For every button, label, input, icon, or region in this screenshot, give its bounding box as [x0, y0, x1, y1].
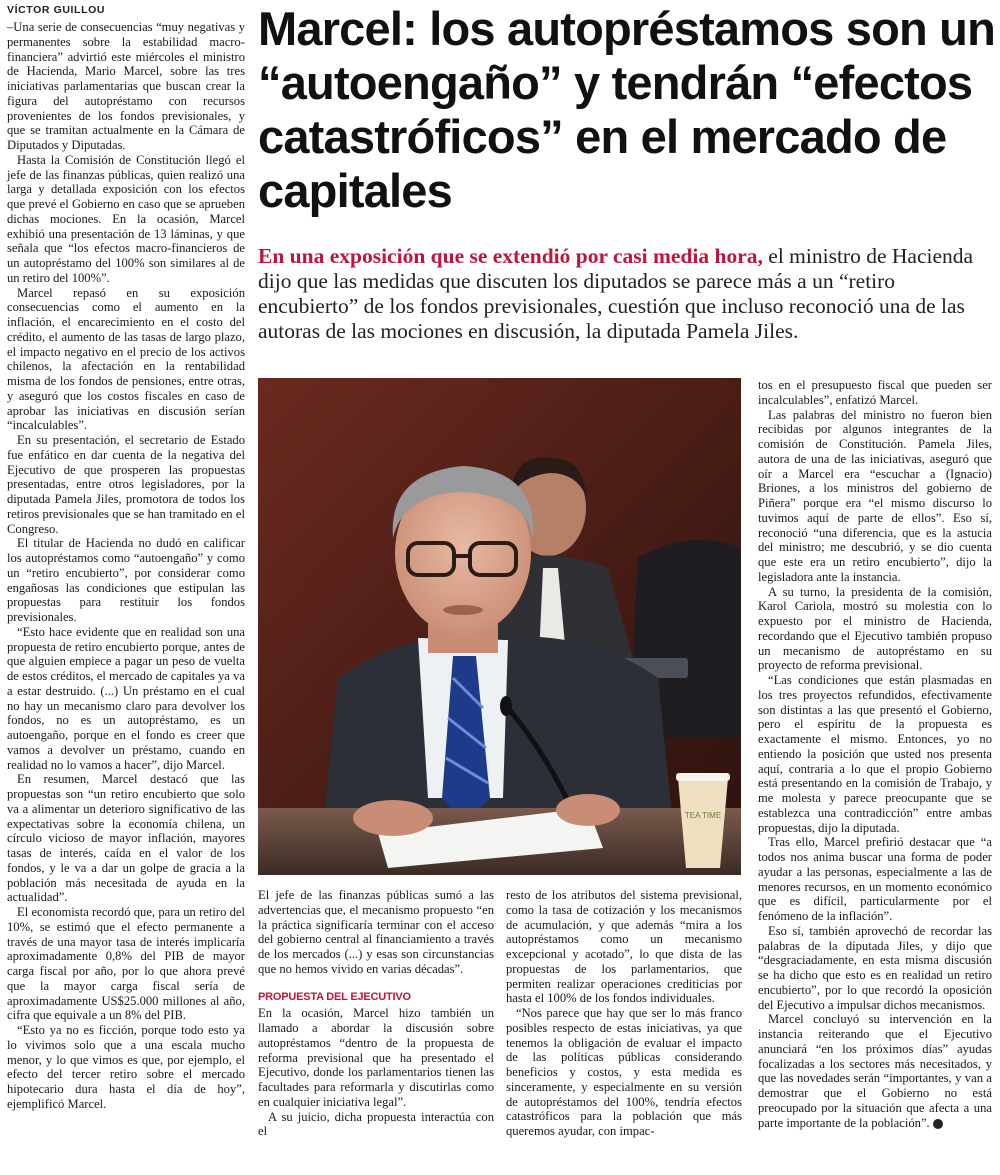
right-paragraph: tos en el presupuesto fiscal que pueden ser incalculables”, enfatizó Marcel.: [758, 378, 992, 407]
headline: Marcel: los autopréstamos son un “autoengaño” y tendrán “efectos catastróficos” en el mercado de capitales: [258, 2, 996, 217]
left-paragraph: –Una serie de consecuencias “muy negativas y permanentes sobre la estabilidad macro-financiera” advirtió este miércoles el ministro de Hacienda, Mario Marcel, sobre las tres iniciativas parlamentarias que buscan crear la figura del autopréstamo con recursos provenientes de los fondos previsionales, y que se tramitan actualmente en la Cámara de Diputados y Diputadas.: [7, 20, 245, 152]
news-photo: [258, 378, 741, 875]
left-column: [7, 20, 245, 1112]
mid1-paragraph: A su juicio, dicha propuesta interactúa con el: [258, 1109, 494, 1139]
middle-column-1: [258, 888, 494, 1139]
left-paragraph: Marcel repasó en su exposición consecuencias como el aumento en la inflación, el encarecimiento en el costo del crédito, el aumento de las tasas de largo plazo, el impacto negativo en el precio de los activos chilenos, la afectación en la rentabilidad misma de los fondos de pensiones, entre otras, y aseguró que los costos fiscales en caso de aprobar las iniciativas en discusión serían “incalculables”.: [7, 285, 245, 433]
right-paragraph-last: [758, 1012, 992, 1130]
right-paragraph-last-text: Marcel concluyó su intervención en la instancia reiterando que el Ejecutivo anunciará “en los próximos días” ayudas focalizadas a los sectores más necesitados, y que las novedades serán “importantes, y van a demostrar que el Gobierno no está preocupado por la situación que afecta a una parte importante de la población”.: [758, 1012, 992, 1130]
right-paragraph: Eso sí, también aprovechó de recordar las palabras de la diputada Jiles, y dijo que “desgraciadamente, en esta misma discusión se ha dicho que esto es en realidad un retiro encubierto”, por lo que recordó la oposición del Ejecutivo a impulsar dichos mecanismos.: [758, 923, 992, 1012]
lead-text: el ministro de Hacienda dijo que las medidas que discuten los diputados se parece más a un “retiro encubierto” de los fondos previsionales, cuestión que incluso reconoció una de las autoras de las mociones en discusión, la diputada Pamela Jiles.: [258, 244, 974, 343]
lead-highlight: En una exposición que se extendió por casi media hora,: [258, 244, 763, 268]
left-paragraph: En su presentación, el secretario de Estado fue enfático en dar cuenta de la negativa del Ejecutivo de que prosperen las propuestas presentadas, entre otros legisladores, por la diputada Pamela Jiles, promotora de todos los retiros previsionales que se han tramitado en el Congreso.: [7, 433, 245, 536]
lead-paragraph: [258, 244, 993, 344]
right-paragraph: “Las condiciones que están plasmadas en los tres proyectos refundidos, efectivamente son distintas a las que presentó el Gobierno, pero el espíritu de la propuesta es exactamente el mismo. Entonces, yo no entiendo la posición que usted nos presenta aquí, contraria a lo que el propio Gobierno está presentando en la comisión de Trabajo, y me molesta y parece preocupante que se establezca una contradicción” entre ambas propuestas, dijo la diputada.: [758, 673, 992, 835]
left-paragraph: Hasta la Comisión de Constitución llegó el jefe de las finanzas públicas, quien realizó una larga y detallada exposición con los efectos que prevé el Gobierno en caso que se aprueben dichas mociones. En la ocasión, Marcel exhibió una presentación de 13 láminas, y que señala que “los efectos macro-financieros de un autopréstamo del 100% son similares al de un retiro del 100%”.: [7, 152, 245, 285]
middle-column-2: [506, 888, 742, 1139]
photo-cup-text: TEA TIME: [684, 811, 722, 820]
right-paragraph: A su turno, la presidenta de la comisión, Karol Cariola, mostró su molestia con lo expuesto por el ministro de Hacienda, recordando que el Ejecutivo también propuso un mecanismo de autopréstamo en su proyecto de reforma previsional.: [758, 584, 992, 673]
right-paragraph: Las palabras del ministro no fueron bien recibidas por algunos integrantes de la comisión de Constitución. Pamela Jiles, autora de una de las iniciativas, aseguró que oír a Marcel era “escuchar a (Ignacio) Briones, a los ministros del gobierno de Piñera” porque era “el mismo discurso lo tuvimos aquí de parte de ellos”. Eso sí, reconoció “una diferencia, que es la astucia del ministro; me descubrió, y se dio cuenta que este era un retiro encubierto”, dijo la legisladora ante la instancia.: [758, 407, 992, 584]
left-paragraph: “Esto ya no es ficción, porque todo esto ya lo vivimos solo que a una escala mucho menor, y lo que vimos es que, por ejemplo, el efecto del tercer retiro sobre el mercado hipotecario dura hasta el día de hoy”, ejemplificó Marcel.: [7, 1023, 245, 1111]
end-mark-icon: P: [933, 1119, 943, 1129]
mid1-paragraph: El jefe de las finanzas públicas sumó a las advertencias que, el mecanismo propuesto “en la práctica significaría terminar con el acceso del gobierno central al financiamiento a través de los mercados (...) y esas son circunstancias que no hemos vivido en varias décadas”.: [258, 888, 494, 976]
left-paragraph: El titular de Hacienda no dudó en calificar los autopréstamos como “autoengaño” y como un “retiro encubierto”, por considerar como engañosas las condiciones que estipulan las propuestas para restituir los fondos previsionales.: [7, 536, 245, 624]
mid2-paragraph: resto de los atributos del sistema previsional, como la tasa de cotización y los mecanismos de acumulación, y que además “mira a los autopréstamos como un mecanismo excepcional y acotado”, lo que dista de las propuestas de los parlamentarios, que permiten realizar operaciones crediticias por hasta el 100% de los fondos individuales.: [506, 888, 742, 1006]
mid1-paragraph: En la ocasión, Marcel hizo también un llamado a abordar la discusión sobre autopréstamos “dentro de la propuesta de reforma previsional que ha presentado el Ejecutivo, donde los parlamentarios tienen las facultades para reformarla y discutirlas como en cualquier iniciativa legal”.: [258, 1006, 494, 1109]
left-paragraph: En resumen, Marcel destacó que las propuestas son “un retiro encubierto que solo va a alimentar un deterioro significativo de las expectativas sobre la economía chilena, un círculo vicioso de mayor inflación, mayores tasas de interés, caída en el valor de los fondos, y le va a dar un golpe de gracia a la población más necesitada de ayuda en la actualidad”.: [7, 772, 245, 905]
left-paragraph: “Esto hace evidente que en realidad son una propuesta de retiro encubierto porque, antes de que alguien empiece a pagar un peso de vuelta de estos créditos, el mercado de capitales ya va a estar destruido. (...) Un préstamo en el cual no hay un mecanismo claro para devolver los fondos, no es un autopréstamo, es un autoengaño, porque en el fondo es creer que vamos a devolver un préstamo, cuando en realidad no lo vamos a hacer”, dijo Marcel.: [7, 624, 245, 772]
mid2-paragraph: “Nos parece que hay que ser lo más franco posibles respecto de estas iniciativas, ya que tenemos la obligación de evaluar el impacto de las políticas públicas considerando beneficios y costos, y esta medida es sinceramente, y especialmente en su versión de autopréstamos del 100%, tendría efectos catastróficos para la población que más queremos ayudar, con impac-: [506, 1006, 742, 1138]
right-column: [758, 378, 992, 1130]
subhead: PROPUESTA DEL EJECUTIVO: [258, 990, 411, 1003]
byline: VÍCTOR GUILLOU: [7, 4, 106, 16]
left-paragraph: El economista recordó que, para un retiro del 10%, se estimó que el efecto permanente a través de una mayor tasa de interés implicaría aproximadamente 0,8% del PIB de mayor carga fiscal por año, por lo que ahora prevé que la mayor carga fiscal sería de aproximadamente US$25.000 millones al año, cifra que equivale a un 8% del PIB.: [7, 905, 245, 1023]
photo-cup: [678, 778, 728, 868]
right-paragraph: Tras ello, Marcel prefirió destacar que “a todos nos anima buscar una forma de poder ayudar a las personas, especialmente a las de menores recursos, en un momento económico que es difícil, particularmente por el fenómeno de la inflación”.: [758, 835, 992, 923]
